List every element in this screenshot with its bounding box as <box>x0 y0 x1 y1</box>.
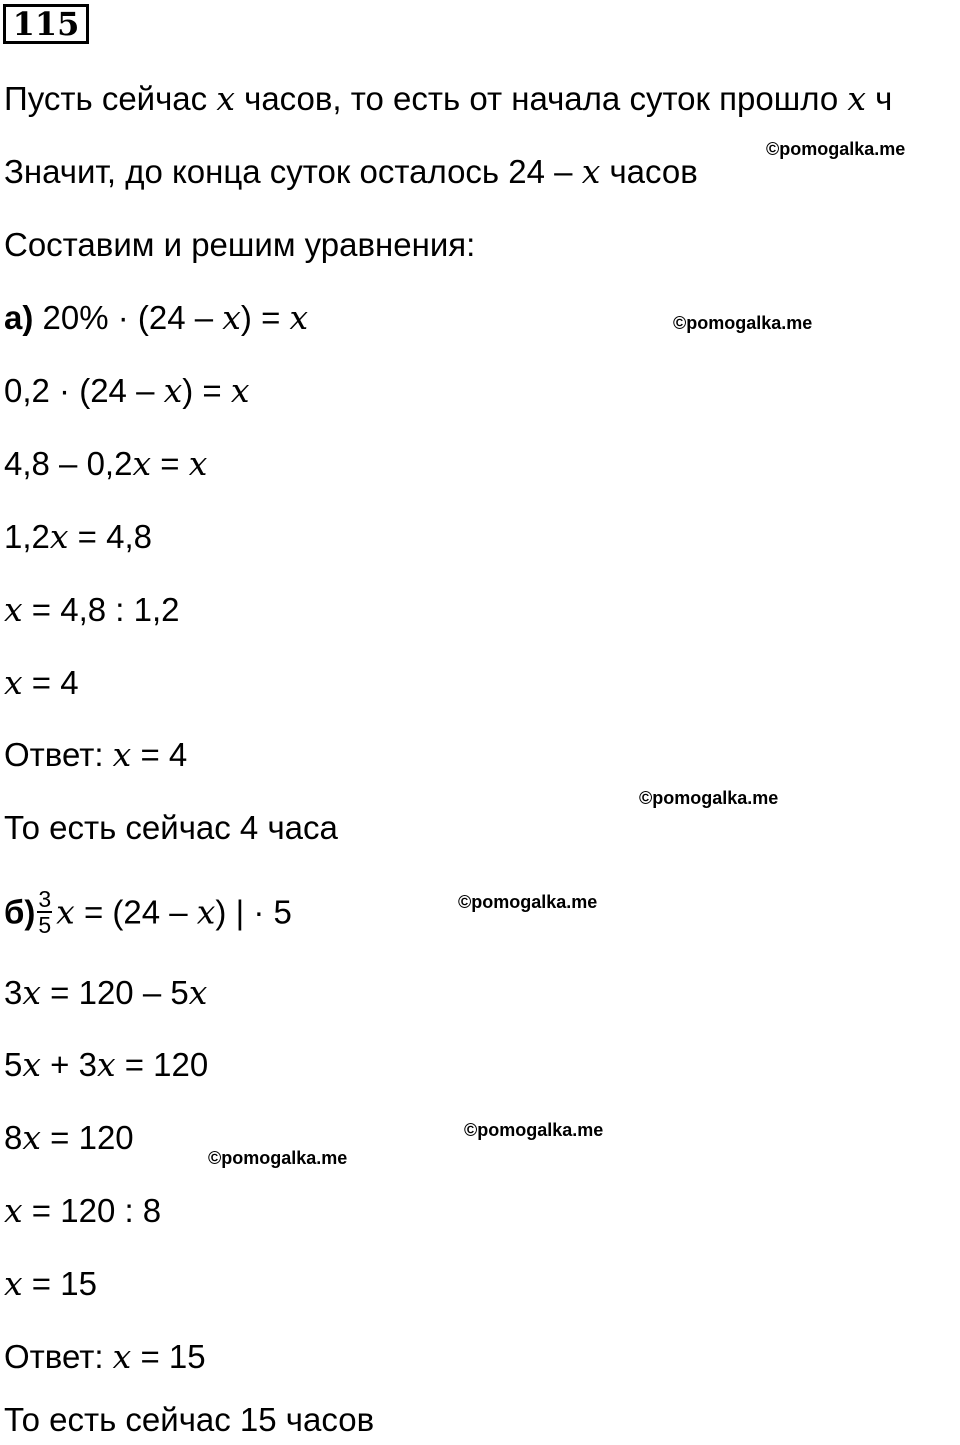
intro-line-1: Пусть сейчас x часов, то есть от начала суток прошло x ч <box>4 79 893 118</box>
part-b-answer: Ответ: x = 15 <box>4 1337 206 1376</box>
watermark: ©pomogalka.me <box>673 313 813 333</box>
variable-x: x <box>847 79 866 118</box>
watermark: ©pomogalka.me <box>464 1120 604 1140</box>
variable-x: x <box>188 444 208 483</box>
variable-x: x <box>22 973 41 1012</box>
part-a-equation-6: x = 4 <box>4 663 79 702</box>
intro-line-3: Составим и решим уравнения: <box>4 226 476 263</box>
fraction-numerator: 3 <box>38 886 52 912</box>
variable-x: x <box>4 590 23 629</box>
part-a-conclusion: То есть сейчас 4 часа <box>4 809 338 846</box>
variable-x: x <box>4 1264 23 1303</box>
part-a-equation-5: x = 4,8 : 1,2 <box>4 590 180 629</box>
intro-line-2: Значит, до конца суток осталось 24 – x часов <box>4 152 698 191</box>
part-b-equation-2: 3x = 120 – 5x <box>4 973 208 1012</box>
variable-x: x <box>22 1118 41 1157</box>
watermark: ©pomogalka.me <box>766 139 906 159</box>
fraction-denominator: 5 <box>38 912 52 938</box>
part-b-equation-5: x = 120 : 8 <box>4 1191 162 1230</box>
variable-x: x <box>49 517 69 556</box>
variable-x: x <box>112 735 132 774</box>
variable-x: x <box>22 1045 41 1084</box>
watermark: ©pomogalka.me <box>208 1148 348 1168</box>
part-b-equation-6: x = 15 <box>4 1264 97 1303</box>
part-b-equation-3: 5x + 3x = 120 <box>4 1045 209 1084</box>
part-a-equation-4: 1,2x = 4,8 <box>4 517 152 556</box>
variable-x: x <box>4 1191 23 1230</box>
part-b-conclusion: То есть сейчас 15 часов <box>4 1401 375 1438</box>
variable-x: x <box>230 371 250 410</box>
part-a-equation-2: 0,2 · (24 – x) = x <box>4 371 250 410</box>
part-b-equation-1: б) $\frac{3}{5}$ x = (24 – x) | · 5 <box>4 886 292 938</box>
variable-x: x <box>56 892 75 932</box>
part-b-equation-4: 8x = 120 <box>4 1118 134 1157</box>
problem-number: 115 <box>3 4 89 44</box>
variable-x: x <box>112 1337 132 1376</box>
part-a-equation-3: 4,8 – 0,2x = x <box>4 444 208 483</box>
part-a-answer: Ответ: x = 4 <box>4 735 188 774</box>
variable-x: x <box>132 444 152 483</box>
variable-x: x <box>222 298 241 337</box>
fraction-three-fifths <box>37 887 52 937</box>
watermark: ©pomogalka.me <box>639 788 779 808</box>
variable-x: x <box>216 79 235 118</box>
variable-x: x <box>289 298 309 337</box>
part-b-label: б) <box>4 893 36 931</box>
variable-x: x <box>163 371 183 410</box>
variable-x: x <box>96 1045 116 1084</box>
variable-x: x <box>188 973 208 1012</box>
variable-x: x <box>581 152 601 191</box>
part-a-equation-1: а) 20% · (24 – x) = x <box>4 298 309 337</box>
variable-x: x <box>196 892 216 932</box>
variable-x: x <box>4 663 23 702</box>
part-a-label: а) <box>4 299 34 336</box>
watermark: ©pomogalka.me <box>458 892 598 912</box>
